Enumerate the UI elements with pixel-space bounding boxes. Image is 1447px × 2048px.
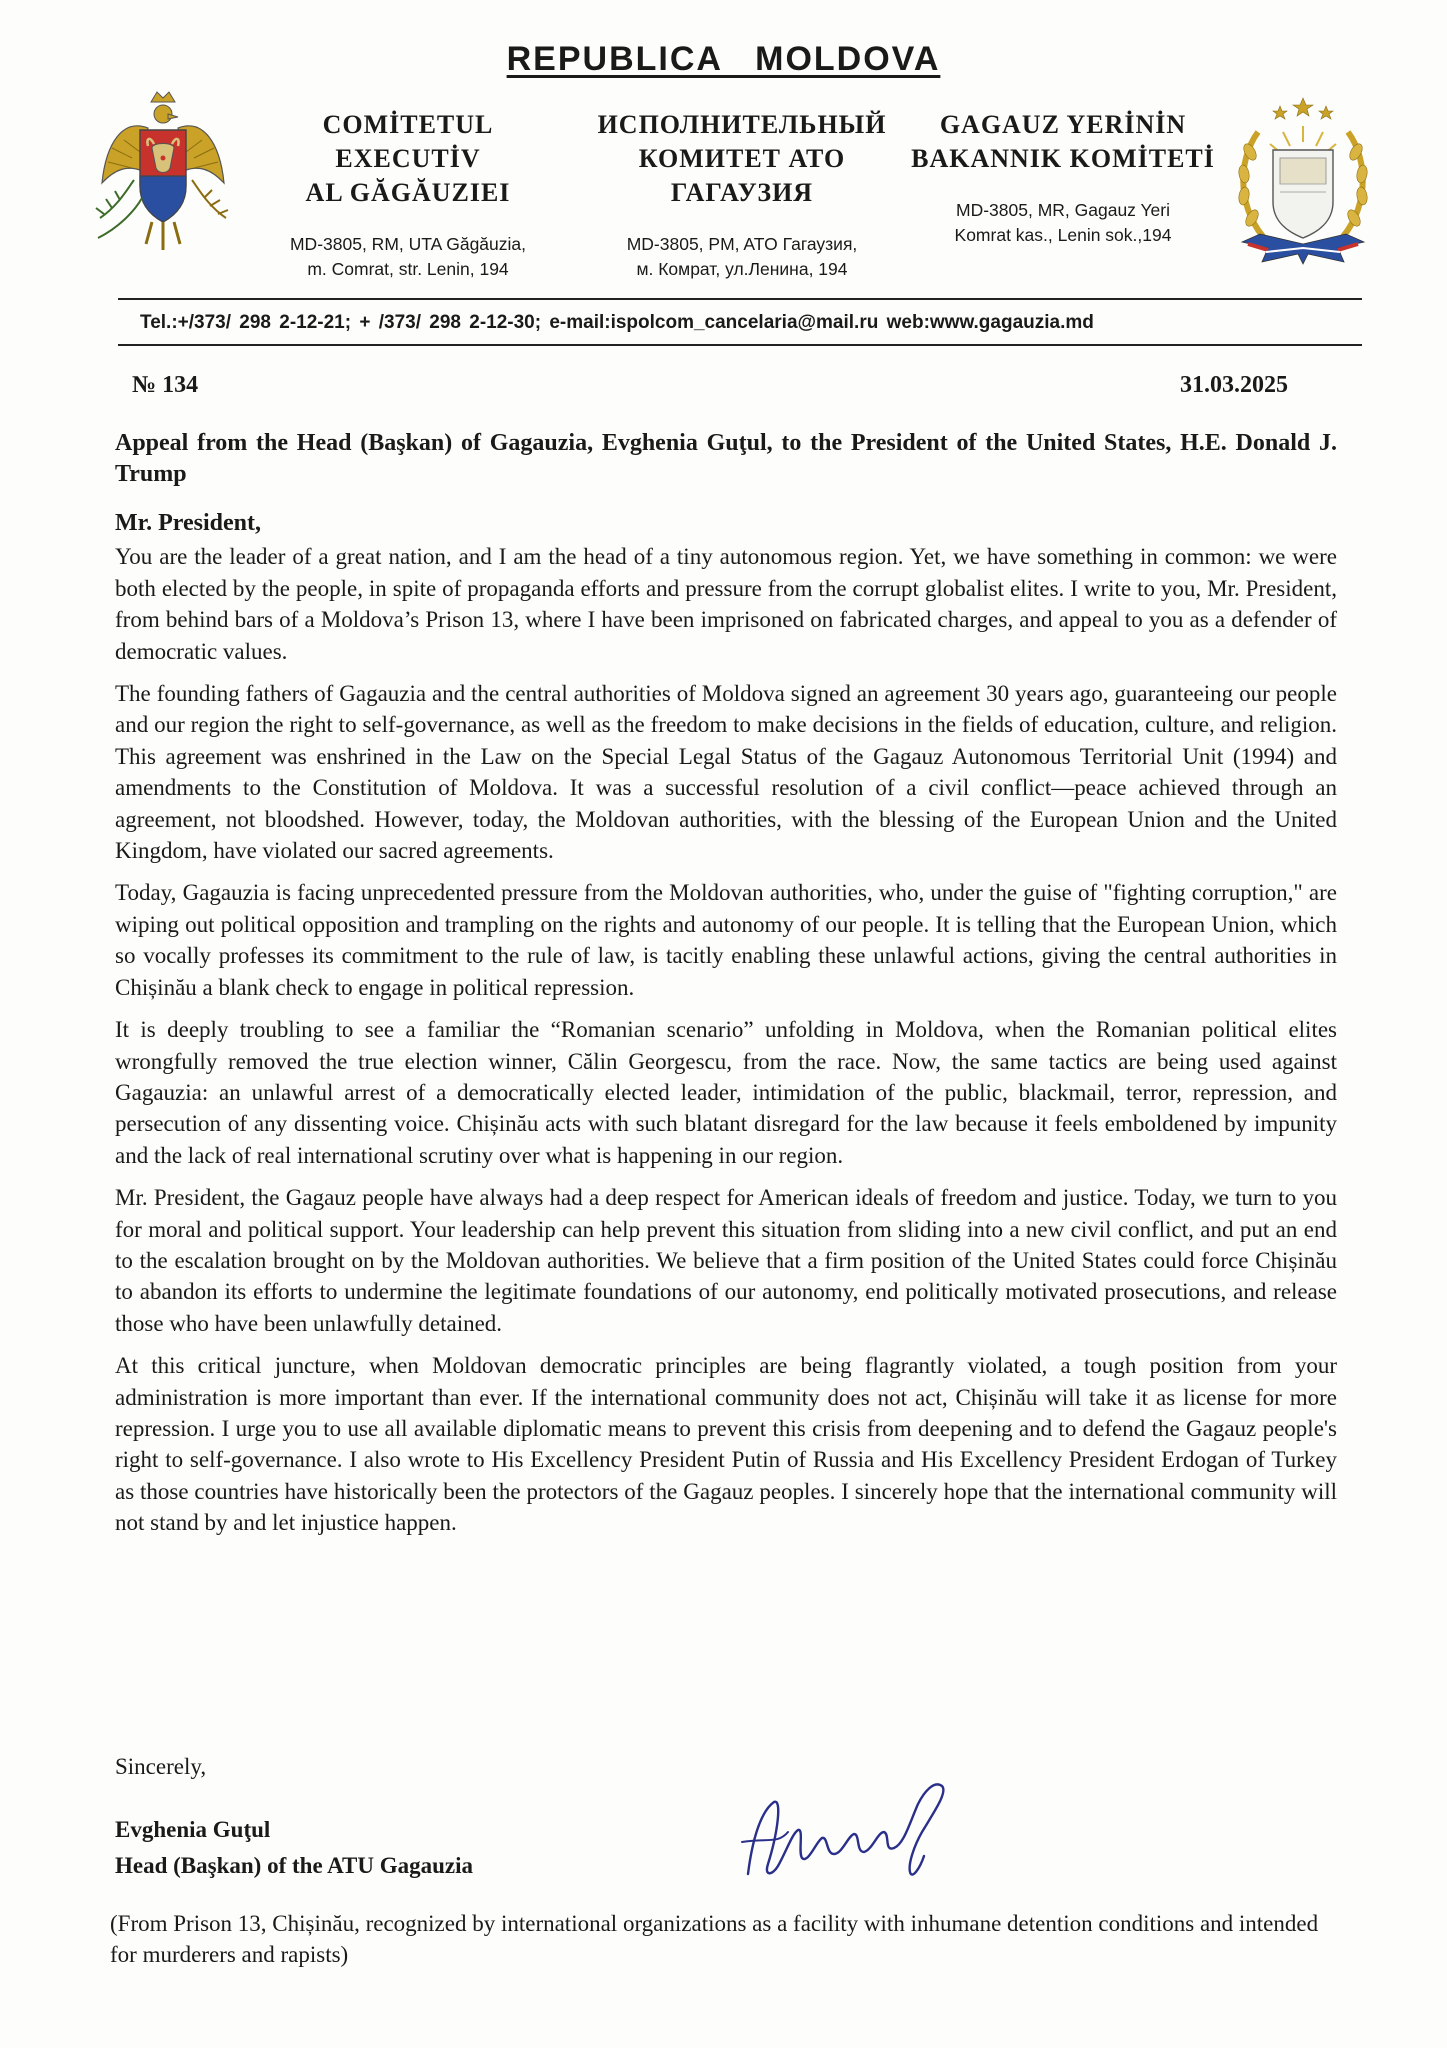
- letter-date: 31.03.2025: [1180, 372, 1288, 398]
- moldova-coat-of-arms-icon: [88, 88, 238, 268]
- letter-closing: Sincerely,: [115, 1754, 207, 1779]
- header-divider: [118, 298, 1362, 300]
- org-name-line: AL GĂGĂUZIEI: [305, 178, 511, 207]
- org-address-line: Komrat kas., Lenin sok.,194: [954, 225, 1172, 245]
- letter-footnote: (From Prison 13, Chișinău, recognized by international organizations as a facility with inhumane detention conditions and intended for murderers and rapists): [110, 1911, 1319, 1967]
- header-divider: [118, 344, 1362, 346]
- org-name-line: COMİTETUL EXECUTİV: [322, 110, 494, 173]
- letter-body: [115, 428, 1337, 1550]
- org-address-line: MD-3805, PM, ATO Гагаузия,: [626, 234, 858, 254]
- contact-line: Tel.:+/373/ 298 2-12-21; + /373/ 298 2-12-30; e-mail:ispolcom_cancelaria@mail.ru web:www.gagauzia.md: [140, 312, 1094, 333]
- org-address-line: m. Comrat, str. Lenin, 194: [307, 259, 509, 279]
- body-paragraph: It is deeply troubling to see a familiar the “Romanian scenario” unfolding in Moldova, when the Romanian political elites wrongfully removed the true election winner, Călin Georgescu, from the race. Now, the same tactics are being used against Gagauzia: an unlawful arrest of a democratically elected leader, intimidation of the public, blackmail, terror, repression, and persecution of any dissenting voice. Chișinău acts with such blatant disregard for the law because it feels emboldened by impunity and the lack of real international scrutiny over what is happening in our region.: [115, 1017, 1337, 1168]
- letter-subject: Appeal from the Head (Başkan) of Gagauzia, Evghenia Guţul, to the President of the United States, H.E. Donald J. Trump: [115, 430, 1337, 487]
- header-column-russian: [572, 108, 912, 282]
- org-address-line: MD-3805, RM, UTA Găgăuzia,: [289, 234, 526, 254]
- signer-name: Evghenia Guţul: [115, 1817, 271, 1842]
- header-column-romanian: [248, 108, 568, 282]
- org-name-line: GAGAUZ YERİNİN: [939, 110, 1187, 139]
- country-title: REPUBLICA MOLDOVA: [506, 40, 941, 78]
- body-paragraph: Mr. President, the Gagauz people have always had a deep respect for American ideals of freedom and justice. Today, we turn to you for moral and political support. Your leadership can help prevent this situation from sliding into a new civil conflict, and put an end to the escalation brought on by the Moldovan authorities. We believe that a firm position of the United States could force Chișinău to abandon its efforts to undermine the legitimate foundations of our autonomy, end politically motivated prosecutions, and release those who have been unlawfully detained.: [115, 1185, 1337, 1336]
- org-address-line: MD-3805, MR, Gagauz Yeri: [956, 200, 1170, 220]
- registration-number: № 134: [132, 372, 199, 398]
- org-name-line: КОМИТЕТ АТО ГАГАУЗИЯ: [638, 144, 846, 207]
- body-paragraph: You are the leader of a great nation, and I am the head of a tiny autonomous region. Yet, we have something in common: we were both elected by the people, in spite of propaganda efforts and pressure from the corrupt globalist elites. I write to you, Mr. President, from behind bars of a Moldova’s Prison 13, where I have been imprisoned on fabricated charges, and appeal to you as a defender of democratic values.: [115, 544, 1337, 664]
- header-column-gagauz: [908, 108, 1218, 248]
- handwritten-signature: [738, 1772, 970, 1892]
- signer-title: Head (Başkan) of the ATU Gagauzia: [115, 1853, 474, 1878]
- body-paragraph: Today, Gagauzia is facing unprecedented pressure from the Moldovan authorities, who, under the guise of "fighting corruption," are wiping out political opposition and trampling on the rights and autonomy of our people. It is telling that the European Union, which so vocally professes its commitment to the rule of law, is tacitly enabling these unlawful actions, giving the central authorities in Chișinău a blank check to engage in political repression.: [115, 880, 1337, 1000]
- org-name-line: ИСПОЛНИТЕЛЬНЫЙ: [597, 110, 887, 139]
- letter-greeting: Mr. President,: [115, 510, 261, 536]
- body-paragraph: The founding fathers of Gagauzia and the central authorities of Moldova signed an agreement 30 years ago, guaranteeing our people and our region the right to self-governance, as well as the freedom to make decisions in the fields of education, culture, and religion. This agreement was enshrined in the Law on the Special Legal Status of the Gagauz Autonomous Territorial Unit (1994) and amendments to the Constitution of Moldova. It was a successful resolution of a civil conflict—peace achieved through an agreement, not bloodshed. However, today, the Moldovan authorities, with the blessing of the European Union and the United Kingdom, have violated our sacred agreements.: [115, 681, 1337, 864]
- gagauzia-coat-of-arms-icon: [1228, 92, 1378, 270]
- signature-block: [115, 1812, 473, 1884]
- org-address-line: м. Комрат, ул.Ленина, 194: [636, 259, 848, 279]
- org-name-line: BAKANNIK KOMİTETİ: [911, 144, 1215, 173]
- body-paragraph: At this critical juncture, when Moldovan democratic principles are being flagrantly violated, a tough position from your administration is more important than ever. If the international community does not act, Chișinău will take it as license for more repression. I urge you to use all available diplomatic means to prevent this crisis from deepening and to defend the Gagauz people's right to self-governance. I also wrote to His Excellency President Putin of Russia and His Excellency President Erdogan of Turkey as those countries have historically been the protectors of the Gagauz peoples. I sincerely hope that the international community will not stand by and let injustice happen.: [115, 1353, 1337, 1536]
